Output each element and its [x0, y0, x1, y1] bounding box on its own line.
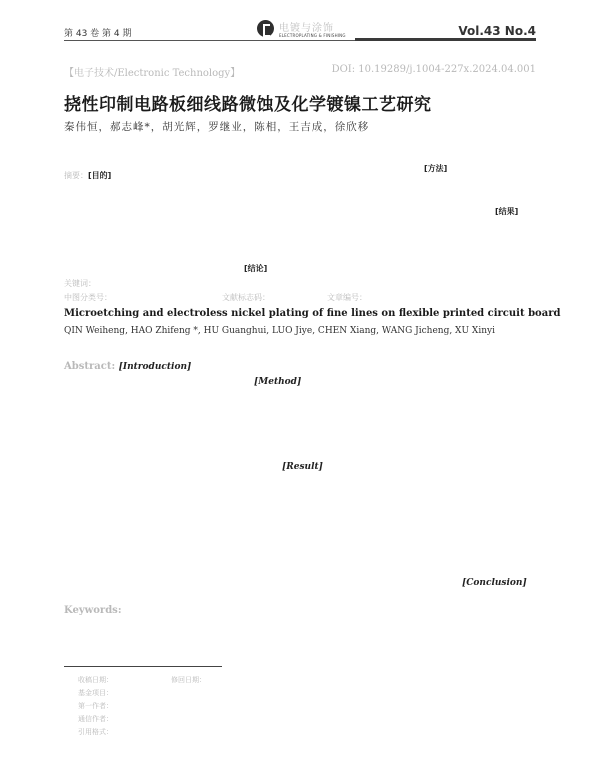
journal-issue: 第 43 卷 第 4 期 [64, 29, 132, 39]
logo-chinese-name: 电镀与涂饰 [279, 23, 334, 34]
abstract-en-introduction: [Introduction] [118, 362, 192, 372]
abstract-en-label: Abstract: [64, 361, 116, 372]
article-title-cn: 挠性印制电路板细线路微蚀及化学镀镍工艺研究 [64, 95, 432, 115]
footnote-fund: 基金项目： [78, 689, 113, 697]
document-code-label: 文献标志码： [222, 293, 270, 302]
footnote-revised: 修回日期： [171, 676, 206, 684]
footnote-rule [64, 666, 222, 667]
logo-icon [257, 20, 274, 37]
footnote-received: 收稿日期： [78, 676, 113, 684]
abstract-cn-conclusion: [结论] [244, 264, 268, 273]
article-number-label: 文章编号： [327, 293, 367, 302]
abstract-en-conclusion: [Conclusion] [462, 578, 527, 588]
journal-volume: Vol.43 No.4 [458, 24, 536, 38]
abstract-cn-result: [结果] [495, 207, 519, 216]
authors-cn: 秦伟恒，郝志峰*，胡光辉，罗继业，陈相，王吉成，徐欣移 [64, 121, 370, 133]
abstract-en-result: [Result] [282, 462, 323, 472]
abstract-cn-method: [方法] [424, 164, 448, 173]
abstract-en [64, 361, 191, 372]
logo-english-name: ELECTROPLATING & FINISHING [279, 33, 346, 38]
abstract-cn [64, 163, 111, 182]
keywords-cn-label: 关键词： [64, 279, 96, 288]
abstract-cn-label: 摘要： [64, 171, 88, 180]
footnote-corresponding-author: 通信作者： [78, 715, 113, 723]
footnote-citation-format: 引用格式： [78, 728, 113, 736]
keywords-en-label: Keywords: [64, 605, 122, 616]
clc-number-label: 中图分类号： [64, 293, 112, 302]
abstract-cn-objective: [目的] [88, 171, 112, 180]
header-rule-accent [355, 38, 536, 41]
abstract-en-method: [Method] [254, 377, 302, 387]
article-column: 【电子技术/Electronic Technology】 [64, 68, 241, 79]
footnote-first-author: 第一作者： [78, 702, 113, 710]
article-title-en: Microetching and electroless nickel plating of fine lines on flexible printed circuit board [64, 308, 561, 319]
article-doi[interactable]: DOI: 10.19289/j.1004-227x.2024.04.001 [331, 64, 536, 75]
authors-en: QIN Weiheng, HAO Zhifeng *, HU Guanghui, LUO Jiye, CHEN Xiang, WANG Jicheng, XU Xinyi [64, 326, 495, 336]
